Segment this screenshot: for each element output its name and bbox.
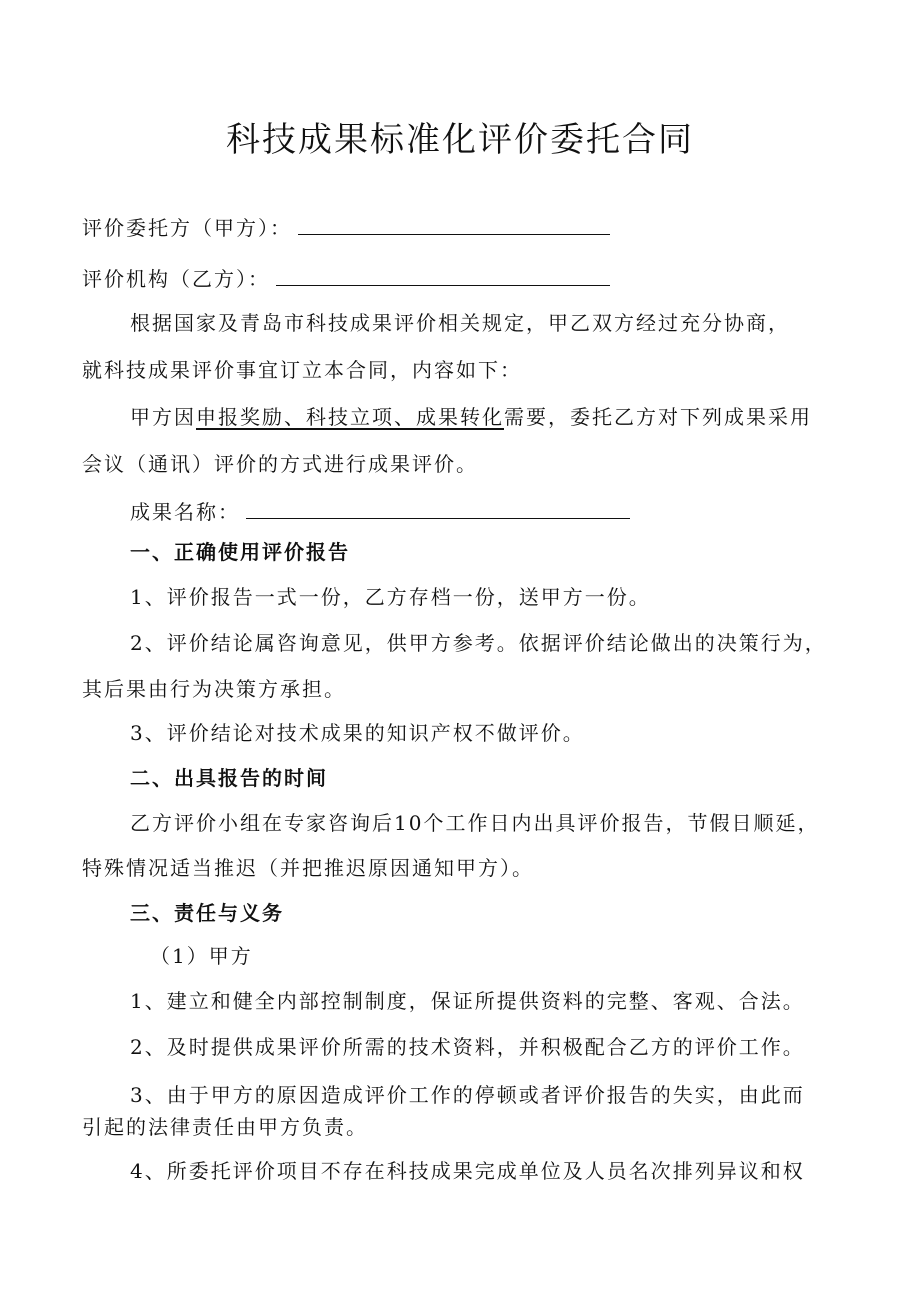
party-a-row bbox=[82, 210, 610, 243]
intro-line-1: 根据国家及青岛市科技成果评价相关规定，甲乙双方经过充分协商， bbox=[130, 311, 790, 335]
s3-item-3-b: 引起的法律责任由甲方负责。 bbox=[82, 1115, 368, 1139]
section-3-heading: 三、责任与义务 bbox=[130, 901, 284, 925]
intro-line-2: 就科技成果评价事宜订立本合同，内容如下： bbox=[82, 358, 522, 382]
result-name-blank[interactable] bbox=[246, 494, 630, 519]
result-name-label: 成果名称： bbox=[130, 500, 240, 524]
party-b-blank[interactable] bbox=[276, 261, 610, 286]
s1-item-2-b: 其后果由行为决策方承担。 bbox=[82, 677, 346, 701]
result-name-row bbox=[130, 494, 630, 527]
s2-text-a: 乙方评价小组在专家咨询后10个工作日内出具评价报告，节假日顺延， bbox=[130, 811, 820, 835]
s1-item-2-a: 2、评价结论属咨询意见，供甲方参考。依据评价结论做出的决策行为， bbox=[130, 631, 827, 655]
s3-item-4-a: 4、所委托评价项目不存在科技成果完成单位及人员名次排列异议和权 bbox=[130, 1159, 805, 1183]
party-a-blank[interactable] bbox=[298, 210, 610, 235]
purpose-underlined: 申报奖励、科技立项、成果转化 bbox=[196, 405, 504, 429]
section-1-heading: 一、正确使用评价报告 bbox=[130, 540, 350, 564]
document-title: 科技成果标准化评价委托合同 bbox=[226, 120, 694, 160]
s2-text-b: 特殊情况适当推迟（并把推迟原因通知甲方）。 bbox=[82, 856, 534, 880]
purpose-suffix: 需要，委托乙方对下列成果采用 bbox=[504, 405, 812, 429]
party-b-label: 评价机构（乙方）： bbox=[82, 267, 270, 291]
s3-item-1: 1、建立和健全内部控制制度，保证所提供资料的完整、客观、合法。 bbox=[130, 989, 805, 1013]
party-b-row bbox=[82, 261, 610, 294]
s1-item-1: 1、评价报告一式一份，乙方存档一份，送甲方一份。 bbox=[130, 585, 651, 609]
purpose-prefix: 甲方因 bbox=[130, 405, 196, 429]
purpose-line-2: 会议（通讯）评价的方式进行成果评价。 bbox=[82, 452, 478, 476]
s3-item-3-a: 3、由于甲方的原因造成评价工作的停顿或者评价报告的失实，由此而 bbox=[130, 1083, 805, 1107]
s3-item-2: 2、及时提供成果评价所需的技术资料，并积极配合乙方的评价工作。 bbox=[130, 1035, 805, 1059]
purpose-line-1 bbox=[130, 402, 812, 432]
party-a-label: 评价委托方（甲方）： bbox=[82, 216, 292, 240]
s3-sub-heading-a: （1）甲方 bbox=[150, 944, 253, 968]
s1-item-3: 3、评价结论对技术成果的知识产权不做评价。 bbox=[130, 721, 585, 745]
section-2-heading: 二、出具报告的时间 bbox=[130, 766, 328, 790]
